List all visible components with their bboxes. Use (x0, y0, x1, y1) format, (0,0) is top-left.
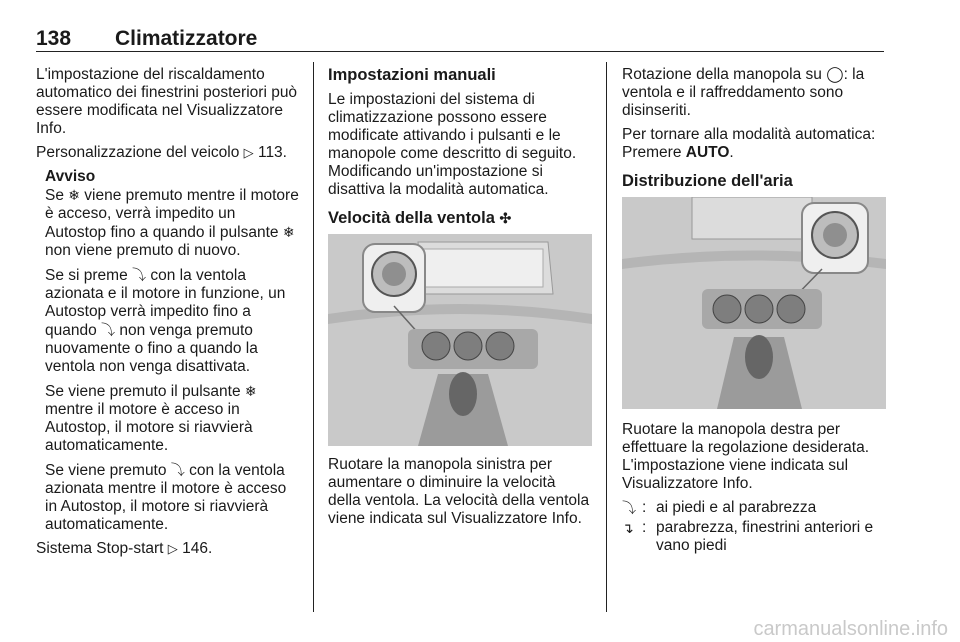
air-distribution-knob-figure (622, 197, 886, 409)
ac-icon: ❄ (244, 383, 257, 399)
arrow-ref-icon: ▷ (243, 145, 254, 160)
feet-windscreen-icon: ⤵ (101, 322, 116, 338)
feet-windscreen-icon: ⤵ (170, 462, 185, 478)
legend-text: parabrezza, finestrini anteriori e vano piedi (656, 519, 874, 554)
paragraph: L'impostazione del riscaldamento automatico dei finestrini posteriori può essere modificata nel Visualizzatore Info. (36, 66, 298, 137)
subsection-heading (328, 209, 592, 227)
windscreen-feet-icon: ↴ (622, 520, 634, 536)
text: Sistema Stop-start (36, 540, 168, 557)
page-header (36, 27, 884, 52)
paragraph: Ruotare la manopola destra per effettuare la regolazione desiderata. L'impostazione viene indicata sul Visualizzatore Info. (622, 421, 870, 492)
section-heading: Impostazioni manuali (328, 66, 496, 84)
auto-label: AUTO (685, 144, 730, 161)
text: . (729, 144, 734, 161)
text: Se viene premuto il pulsante (45, 383, 245, 400)
ac-icon: ❄ (68, 187, 80, 203)
note-paragraph (45, 266, 300, 376)
fan-icon: ✣ (499, 210, 512, 226)
paragraph: Ruotare la manopola sinistra per aumentare o diminuire la velocità della ventola. La velocità della ventola viene indicata sul Visualizzatore Info. (328, 456, 590, 527)
note-paragraph (45, 186, 300, 260)
paragraph: Le impostazioni del sistema di climatizzazione possono essere modificate attivando i pulsanti e le manopole come descritto di seguito. Modificando un'impostazione si disattiva la modalità automatica. (328, 91, 577, 198)
paragraph: Rotazione della manopola su ◯: la ventola e il raffreddamento sono disinseriti. (622, 66, 865, 119)
text: Velocità della ventola (328, 209, 495, 227)
text: con la ventola azionata e il motore in funzione, un Autostop verrà impedito fino a quando (45, 267, 286, 339)
feet-windscreen-icon: ⤵ (132, 267, 147, 283)
note-paragraph (45, 461, 300, 534)
page-ref: 146. (182, 540, 213, 557)
text: Se si preme (45, 267, 133, 284)
text: mentre il motore è acceso in Autostop, il motore si riavvierà automaticamente. (45, 401, 253, 454)
legend-sep: : (642, 499, 647, 516)
paragraph (622, 126, 886, 162)
page-title: Climatizzatore (115, 27, 258, 50)
subsection-heading: Distribuzione dell'aria (622, 172, 793, 190)
legend-list (622, 499, 886, 555)
fan-knob-figure (328, 234, 592, 446)
ac-icon: ❄ (282, 224, 295, 240)
legend-text: ai piedi e al parabrezza (656, 499, 817, 516)
column-divider (313, 62, 314, 612)
legend-sep: : (642, 519, 647, 536)
column-2 (328, 66, 592, 534)
text: Per tornare alla modalità automatica: Premere (622, 126, 876, 161)
paragraph (36, 540, 300, 558)
page-ref: 113. (257, 144, 287, 161)
text: non venga premuto nuovamente o fino a quando la ventola non venga disattivata. (45, 322, 258, 375)
feet-windscreen-icon: ⤵ (622, 500, 636, 516)
note-title: Avviso (45, 168, 96, 185)
paragraph (36, 144, 300, 162)
watermark: carmanualsonline.info (753, 618, 948, 640)
note-paragraph (45, 382, 300, 455)
text: Se viene premuto (45, 462, 171, 479)
column-1 (36, 66, 300, 564)
column-divider (606, 62, 607, 612)
text: Se (45, 187, 69, 204)
note-box (45, 168, 300, 534)
column-3 (622, 66, 886, 555)
text: con la ventola azionata mentre il motore è acceso in Autostop, il motore si riavvierà automaticamente. (45, 462, 287, 533)
page-number: 138 (36, 27, 72, 50)
text: non viene premuto di nuovo. (45, 242, 241, 259)
text: viene premuto mentre il motore è acceso, verrà impedito un Autostop fino a quando il pulsante (45, 187, 299, 241)
arrow-ref-icon: ▷ (167, 541, 178, 556)
text: Personalizzazione del veicolo (36, 144, 244, 161)
